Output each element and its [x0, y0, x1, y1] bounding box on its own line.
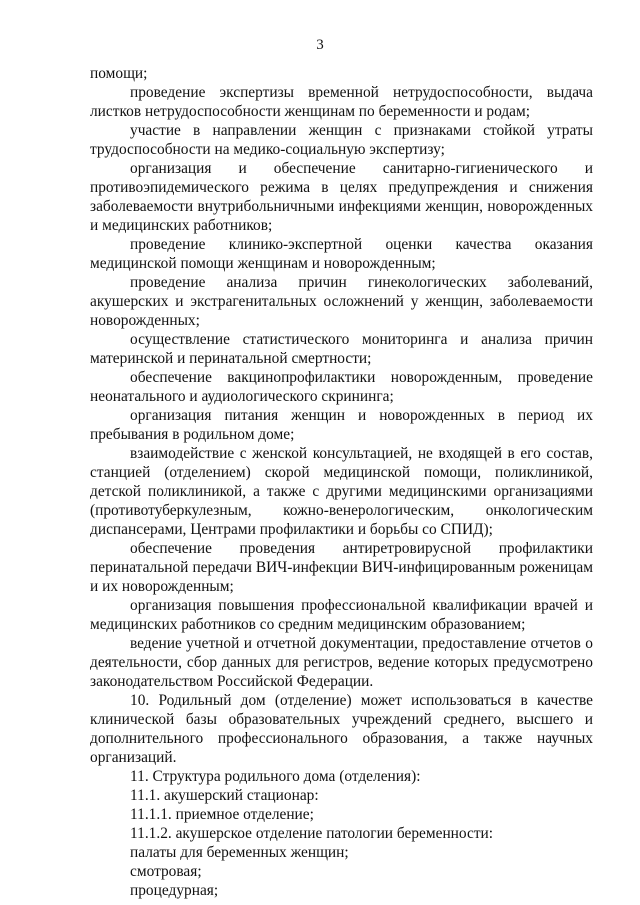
paragraph: участие в направлении женщин с признаками стойкой утраты трудоспособности на медико-социальную экспертизу; [90, 122, 593, 158]
paragraph: обеспечение проведения антиретровирусной профилактики перинатальной передачи ВИЧ-инфекции ВИЧ-инфицированным роженицам и их новорожденным; [90, 540, 593, 595]
paragraph: организация питания женщин и новорожденных в период их пребывания в родильном доме; [90, 407, 593, 443]
paragraph: организация и обеспечение санитарно-гигиенического и противоэпидемического режима в целях предупреждения и снижения заболеваемости внутрибольничными инфекциями женщин, новорожденных и медицинских работников; [90, 160, 593, 234]
paragraph: обеспечение вакцинопрофилактики новорожденным, проведение неонатального и аудиологического скрининга; [90, 369, 593, 405]
list-item: 11.1.2. акушерское отделение патологии беременности: [130, 825, 494, 842]
paragraph: организация повышения профессиональной квалификации врачей и медицинских работников со средним медицинским образованием; [90, 597, 593, 633]
paragraph: проведение анализа причин гинекологических заболеваний, акушерских и экстрагенитальных осложнений у женщин, заболеваемости новорожденных; [90, 274, 593, 329]
paragraph: проведение клинико-экспертной оценки качества оказания медицинской помощи женщинам и новорожденным; [90, 236, 593, 272]
paragraph: осуществление статистического мониторинга и анализа причин материнской и перинатальной смертности; [90, 331, 593, 367]
paragraph: проведение экспертизы временной нетрудоспособности, выдача листков нетрудоспособности женщинам по беременности и родам; [90, 84, 593, 120]
subsection-heading: 11.1. акушерский стационар: [130, 787, 319, 804]
document-body [90, 64, 593, 900]
list-item: процедурная; [130, 882, 219, 899]
list-item: 11.1.1. приемное отделение; [130, 806, 314, 823]
paragraph: ведение учетной и отчетной документации, предоставление отчетов о деятельности, сбор данных для регистров, ведение которых предусмотрено законодательством Российской Федерации. [90, 635, 593, 690]
page-number: 3 [316, 37, 324, 53]
paragraph: 10. Родильный дом (отделение) может использоваться в качестве клинической базы образовательных учреждений среднего, высшего и дополнительного профессионального образования, а также научных организаций. [90, 692, 593, 766]
paragraph: взаимодействие с женской консультацией, не входящей в его состав, станцией (отделением) скорой медицинской помощи, поликлиникой, детской поликлиникой, а также с другими медицинскими организациями (противотуберкулезным, кожно-венерологическим, онкологическим диспансерами, Центрами профилактики и борьбы со СПИД); [90, 445, 593, 538]
list-item: палаты для беременных женщин; [130, 844, 349, 861]
list-item: смотровая; [130, 863, 202, 880]
paragraph: помощи; [90, 65, 148, 82]
section-heading: 11. Структура родильного дома (отделения): [130, 768, 421, 785]
